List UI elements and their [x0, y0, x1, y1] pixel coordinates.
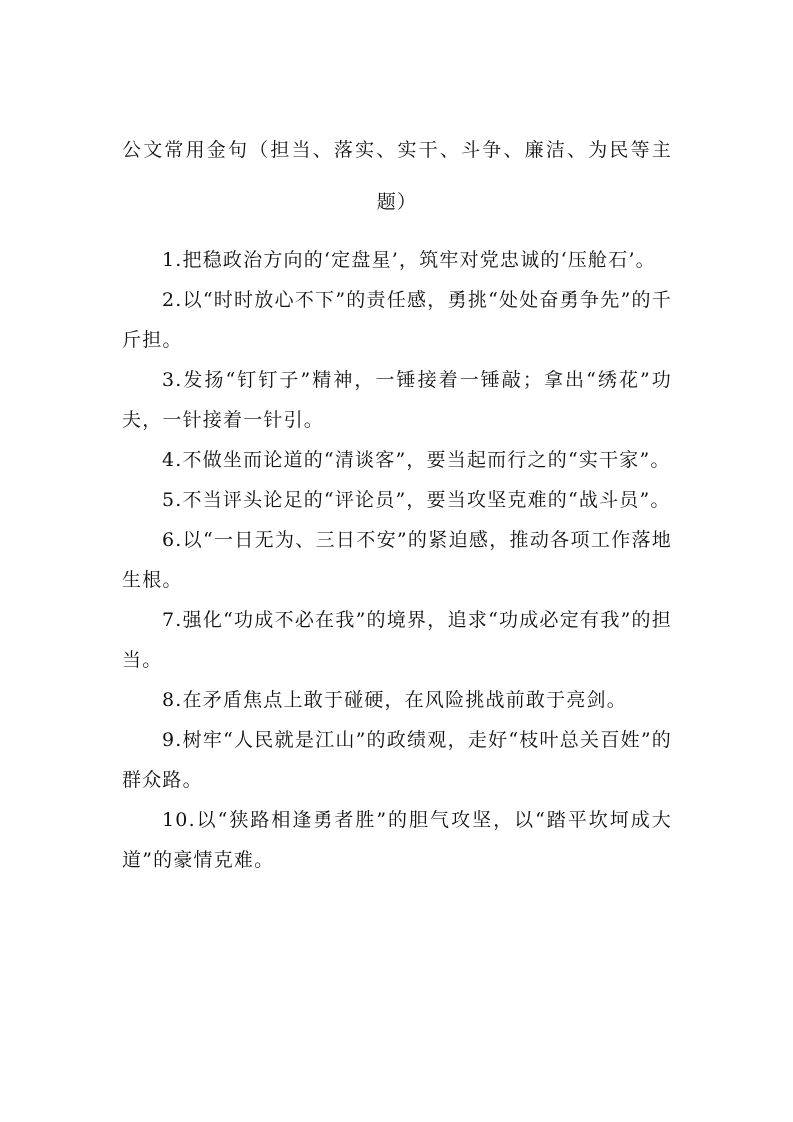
list-item: 1.把稳政治方向的‘定盘星’，筑牢对党忠诚的‘压舱石’。 [162, 249, 656, 271]
list-item: 9.树牢“人民就是江山”的政绩观，走好“枝叶总关百姓”的群众路。 [122, 729, 672, 791]
document-title [122, 124, 672, 228]
list-item: 5.不当评头论足的“评论员”，要当攻坚克难的“战斗员”。 [162, 489, 671, 511]
list-item: 6.以“一日无为、三日不安”的紧迫感，推动各项工作落地生根。 [122, 529, 672, 591]
list-item: 8.在矛盾焦点上敢于碰硬，在风险挑战前敢于亮剑。 [162, 689, 627, 711]
phrase-list [122, 240, 672, 880]
list-item: 10.以“狭路相逢勇者胜”的胆气攻坚，以“踏平坎坷成大道”的豪情克难。 [122, 809, 672, 871]
title-line-2: 题） [376, 191, 418, 213]
title-line-1: 公文常用金句（担当、落实、实干、斗争、廉洁、为民等主 [122, 139, 672, 161]
list-item: 3.发扬“钉钉子”精神，一锤接着一锤敲；拿出“绣花”功夫，一针接着一针引。 [122, 369, 672, 431]
list-item: 2.以“时时放心不下”的责任感，勇挑“处处奋勇争先”的千斤担。 [122, 289, 672, 351]
list-item: 7.强化“功成不必在我”的境界，追求“功成必定有我”的担当。 [122, 609, 672, 671]
list-item: 4.不做坐而论道的“清谈客”，要当起而行之的“实干家”。 [162, 449, 671, 471]
